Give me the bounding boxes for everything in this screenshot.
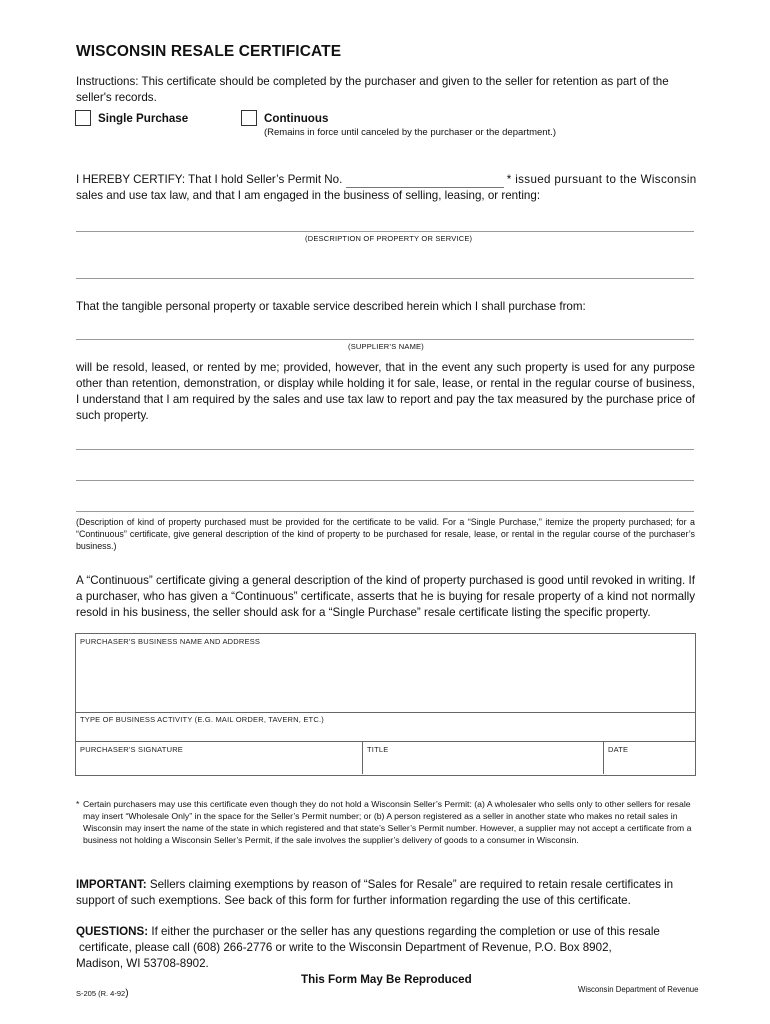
continuous-note: (Remains in force until canceled by the purchaser or the department.) <box>264 127 557 138</box>
instructions: Instructions: This certificate should be completed by the purchaser and given to the seller for retention as part of the seller's records. <box>76 75 669 104</box>
reproduce-note: This Form May Be Reproduced <box>301 973 472 986</box>
divider <box>603 741 604 774</box>
title-input[interactable] <box>364 755 602 773</box>
description-line[interactable] <box>76 231 694 232</box>
continuous-checkbox[interactable] <box>241 110 257 126</box>
questions-label: QUESTIONS: <box>76 925 149 938</box>
certify-text-2: * issued pursuant to the Wisconsin <box>506 173 697 186</box>
certify-line-2: sales and use tax law, and that I am engaged in the business of selling, leasing, or renting: <box>76 189 541 202</box>
supplier-name-line[interactable] <box>76 339 694 340</box>
resold-paragraph: will be resold, leased, or rented by me; provided, however, that in the event any such property is used for any purpose other than retention, demonstration, or display while holding it for sale, lease, or rental in the regular course of business, I understand that I am required by the sales and use tax law to report and pay the tax measured by the purchase price of such property. <box>76 361 695 422</box>
footnote-text: Certain purchasers may use this certificate even though they do not hold a Wisconsin Seller’s Permit: (a) A wholesaler who sells only to other sellers for resale may insert “Wholesale Only” in the space for the Seller’s Permit number; or (b) A person registered as a seller in another state who makes no retail sales in Wisconsin may insert the name of the state in which registered and that state’s Seller’s Permit number. However, a supplier may not accept a certificate from a business not holding a Wisconsin Seller’s Permit, if the sale involves the supplier’s delivery of goods to a consumer in Wisconsin. <box>83 799 692 845</box>
tangible-text: That the tangible personal property or taxable service described herein which I shall purchase from: <box>76 300 586 313</box>
footnote-star: * <box>76 799 80 809</box>
sellers-permit-number-input[interactable] <box>346 175 504 188</box>
divider <box>75 741 695 742</box>
title-label: TITLE <box>367 745 389 754</box>
form-number-close: ) <box>125 988 129 999</box>
signature-input[interactable] <box>76 755 361 773</box>
business-activity-input[interactable] <box>76 724 693 740</box>
questions-line-2: certificate, please call (608) 266-2776 or write to the Wisconsin Department of Revenue, P.O. Box 8902, <box>79 941 612 954</box>
questions-line-3: Madison, WI 53708-8902. <box>76 957 209 970</box>
single-purchase-checkbox[interactable] <box>75 110 91 126</box>
continuous-paragraph: A “Continuous” certificate giving a general description of the kind of property purchased is good until revoked in writing. If a purchaser, who has given a “Continuous” certificate, asserts that he is buying for resale property of a kind not normally resold in his business, the seller should ask for a “Single Purchase” resale certificate listing the specific property. <box>76 574 695 619</box>
property-line-1[interactable] <box>76 449 694 450</box>
important-label: IMPORTANT: <box>76 878 147 891</box>
business-name-input[interactable] <box>76 646 693 710</box>
form-number-text: S-205 (R. 4-92 <box>76 989 126 998</box>
divider <box>362 741 363 774</box>
property-line-3[interactable] <box>76 511 694 512</box>
single-purchase-label: Single Purchase <box>98 112 189 125</box>
questions-line-1: If either the purchaser or the seller has any questions regarding the completion or use of this resale <box>148 925 660 938</box>
property-line-2[interactable] <box>76 480 694 481</box>
certify-text: I HEREBY CERTIFY: That I hold Seller’s Permit No. <box>76 173 343 186</box>
business-name-label: PURCHASER'S BUSINESS NAME AND ADDRESS <box>80 637 261 646</box>
questions-paragraph <box>76 924 696 972</box>
description-note: (Description of kind of property purchased must be provided for the certificate to be valid. For a “Single Purchase,” itemize the property purchased; for a “Continuous” certificate, give general description of the kind of property to be purchased for resale, lease, or rental in the regular course of the purchaser’s business.) <box>76 517 695 551</box>
description-line-2[interactable] <box>76 278 694 279</box>
date-label: DATE <box>608 745 629 754</box>
important-text: Sellers claiming exemptions by reason of “Sales for Resale” are required to retain resale certificates in support of such exemptions. See back of this form for further information regarding the use of this certificate. <box>76 878 674 907</box>
business-activity-label: TYPE OF BUSINESS ACTIVITY (E.G. MAIL ORDER, TAVERN, ETC.) <box>80 715 324 724</box>
supplier-label: (SUPPLIER’S NAME) <box>348 342 424 351</box>
department-name: Wisconsin Department of Revenue <box>578 985 699 994</box>
date-input[interactable] <box>605 755 693 773</box>
important-paragraph <box>76 877 686 909</box>
page-title: WISCONSIN RESALE CERTIFICATE <box>76 43 342 60</box>
signature-label: PURCHASER'S SIGNATURE <box>80 745 184 754</box>
description-label: (DESCRIPTION OF PROPERTY OR SERVICE) <box>305 234 473 243</box>
divider <box>75 712 695 713</box>
certify-line <box>76 172 696 188</box>
continuous-label: Continuous <box>264 112 329 125</box>
form-number <box>76 988 129 999</box>
